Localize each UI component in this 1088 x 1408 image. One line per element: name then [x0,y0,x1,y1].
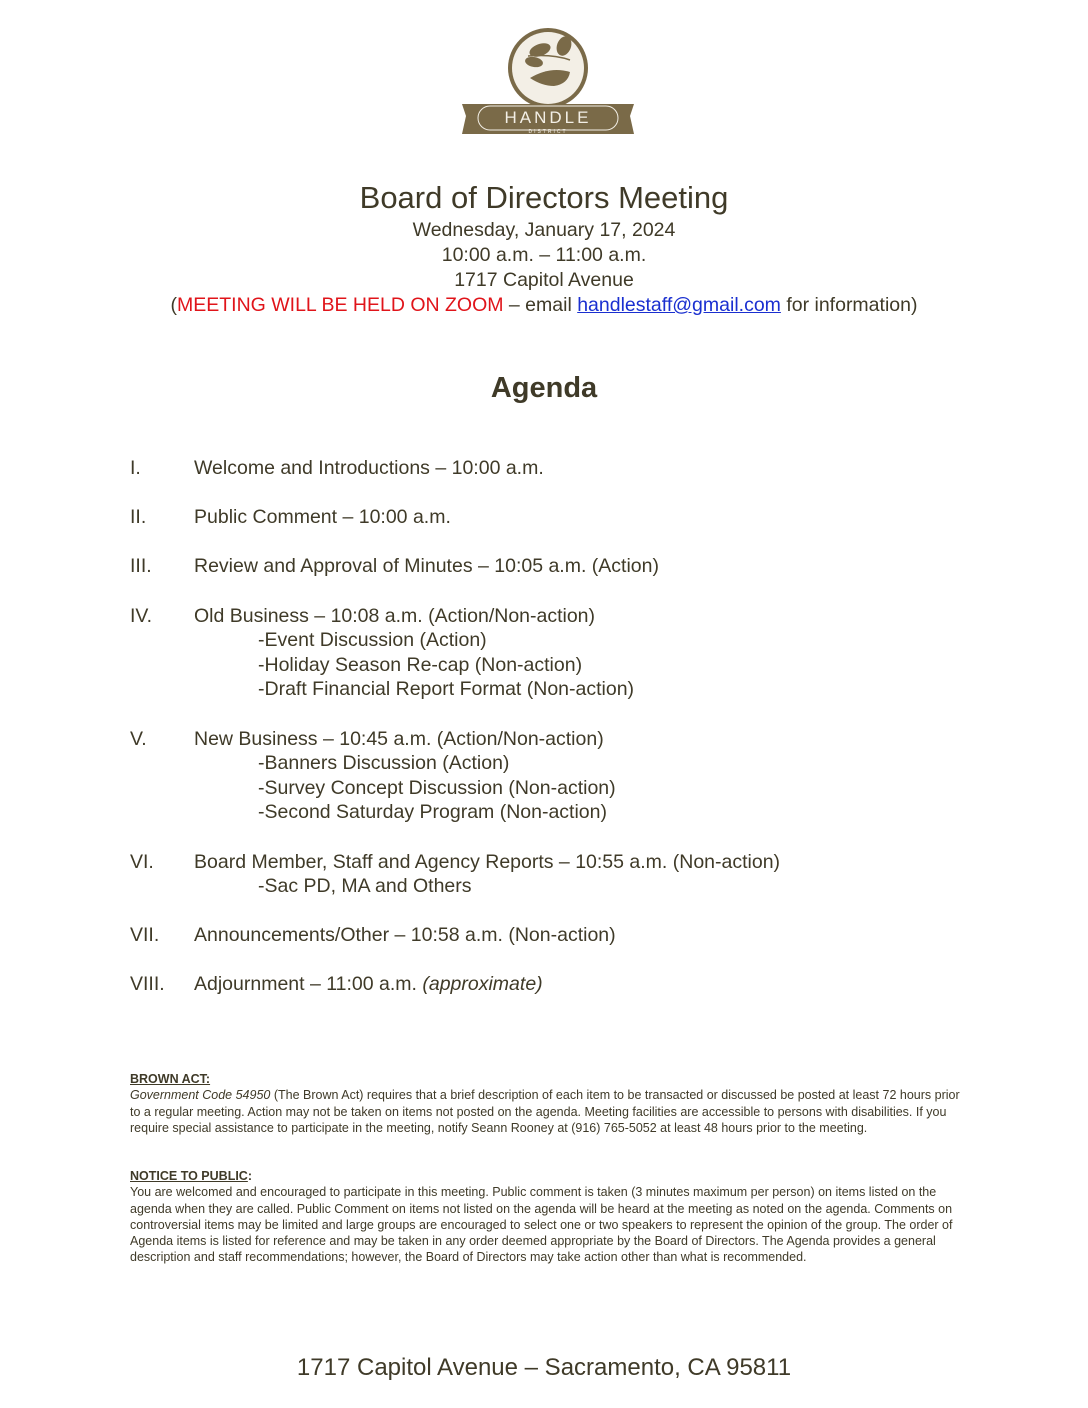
meeting-time: 10:00 a.m. – 11:00 a.m. [441,244,647,266]
agenda-subitem: -Banners Discussion (Action) [258,752,510,775]
public-notice-title: NOTICE TO PUBLIC [130,1169,248,1183]
agenda-list [130,456,960,1022]
agenda-item-text: Review and Approval of Minutes – 10:05 a.m. (Action) [194,555,659,578]
agenda-item-text: Old Business – 10:08 a.m. (Action/Non-action) [194,604,596,627]
agenda-item-text: Announcements/Other – 10:58 a.m. (Non-action) [194,924,616,947]
meeting-date: Wednesday, January 17, 2024 [412,219,676,241]
agenda-item-number: V. [130,727,147,750]
agenda-item-number: II. [130,506,147,529]
agenda-item-text: Welcome and Introductions – 10:00 a.m. [194,457,544,479]
public-notice: NOTICE TO PUBLIC: You are welcomed and encouraged to participate in this meeting. Public comment is taken (3 minutes maximum per person) on items listed on the agenda when they are called. Public Comment on items not listed on the agenda will be heard at the meeting as noted on the agenda. Comments on controversial items may be limited and large groups are encouraged to select one or two speakers to represent the opinion of the group. The order of Agenda items is listed for reference and may be taken in any order deemed appropriate by the Board of Directors. The Agenda provides a general description and staff recommendations; however, the Board of Directors may take action other than what is recommended. [130,1168,960,1266]
zoom-warning: MEETING WILL BE HELD ON ZOOM [177,294,504,316]
agenda-heading: Agenda [490,372,598,404]
agenda-item [130,850,960,899]
agenda-item-number: I. [130,457,141,479]
agenda-item [130,554,960,579]
agenda-subitem: -Holiday Season Re-cap (Non-action) [258,653,583,676]
agenda-item [130,505,960,530]
page-title: Board of Directors Meeting [359,180,729,215]
agenda-item [130,972,960,997]
government-code: Government Code 54950 [130,1088,271,1103]
agenda-item [130,923,960,948]
agenda-subitem: -Draft Financial Report Format (Non-action) [258,678,635,701]
agenda-subitem: -Second Saturday Program (Non-action) [258,801,607,824]
brown-act-title: BROWN ACT: [130,1072,211,1086]
svg-text:HANDLE: HANDLE [504,108,592,127]
meeting-header [0,178,1088,318]
agenda-item [130,604,960,702]
email-link[interactable]: handlestaff@gmail.com [577,294,781,316]
agenda-item-text: Board Member, Staff and Agency Reports – 10:55 a.m. (Non-action) [194,850,781,873]
handle-district-logo [458,26,638,138]
agenda-item-number: VIII. [130,973,165,996]
agenda-subitem: -Sac PD, MA and Others [258,875,472,898]
public-notice-body: You are welcomed and encouraged to participate in this meeting. Public comment is taken (3 minutes maximum per person) on items listed on the agenda when they are called. Public Comment on items not listed on the agenda will be heard at the meeting as noted on the agenda. Comments on controversial items may be limited and large groups are encouraged to select one or two speakers to represent the opinion of the group. The order of Agenda items is listed for reference and may be taken in any order deemed appropriate by the Board of Directors. The Agenda provides a general description and staff recommendations; however, the Board of Directors may take action other than what is recommended. [130,1185,953,1265]
agenda-item-number: VII. [130,924,160,947]
footer-address: 1717 Capitol Avenue – Sacramento, CA 95811 [296,1354,792,1381]
agenda-item [130,727,960,825]
agenda-subitem: -Event Discussion (Action) [258,629,487,652]
agenda-item-number: IV. [130,604,153,627]
svg-text:DISTRICT: DISTRICT [528,129,568,135]
agenda-item-number: III. [130,555,152,578]
meeting-location: 1717 Capitol Avenue [454,269,634,291]
brown-act-notice: BROWN ACT: Government Code 54950 (The Brown Act) requires that a brief description of each item to be transacted or discussed be posted at least 72 hours prior to a regular meeting. Action may not be taken on items not posted on the agenda. Meeting facilities are accessible to persons with disabilities. If you require special assistance to participate in the meeting, notify Seann Rooney at (916) 765-5052 at least 48 hours prior to the meeting. [130,1072,960,1135]
agenda-item-text: New Business – 10:45 a.m. (Action/Non-action) [194,727,604,750]
agenda-subitem: -Survey Concept Discussion (Non-action) [258,776,616,799]
agenda-item-text: Adjournment – 11:00 a.m. (approximate) [194,973,543,996]
zoom-notice: (MEETING WILL BE HELD ON ZOOM – email handlestaff@gmail.com for information) [170,294,918,316]
agenda-item-number: VI. [130,850,154,873]
agenda-item [130,456,960,481]
agenda-item-text: Public Comment – 10:00 a.m. [194,506,451,529]
